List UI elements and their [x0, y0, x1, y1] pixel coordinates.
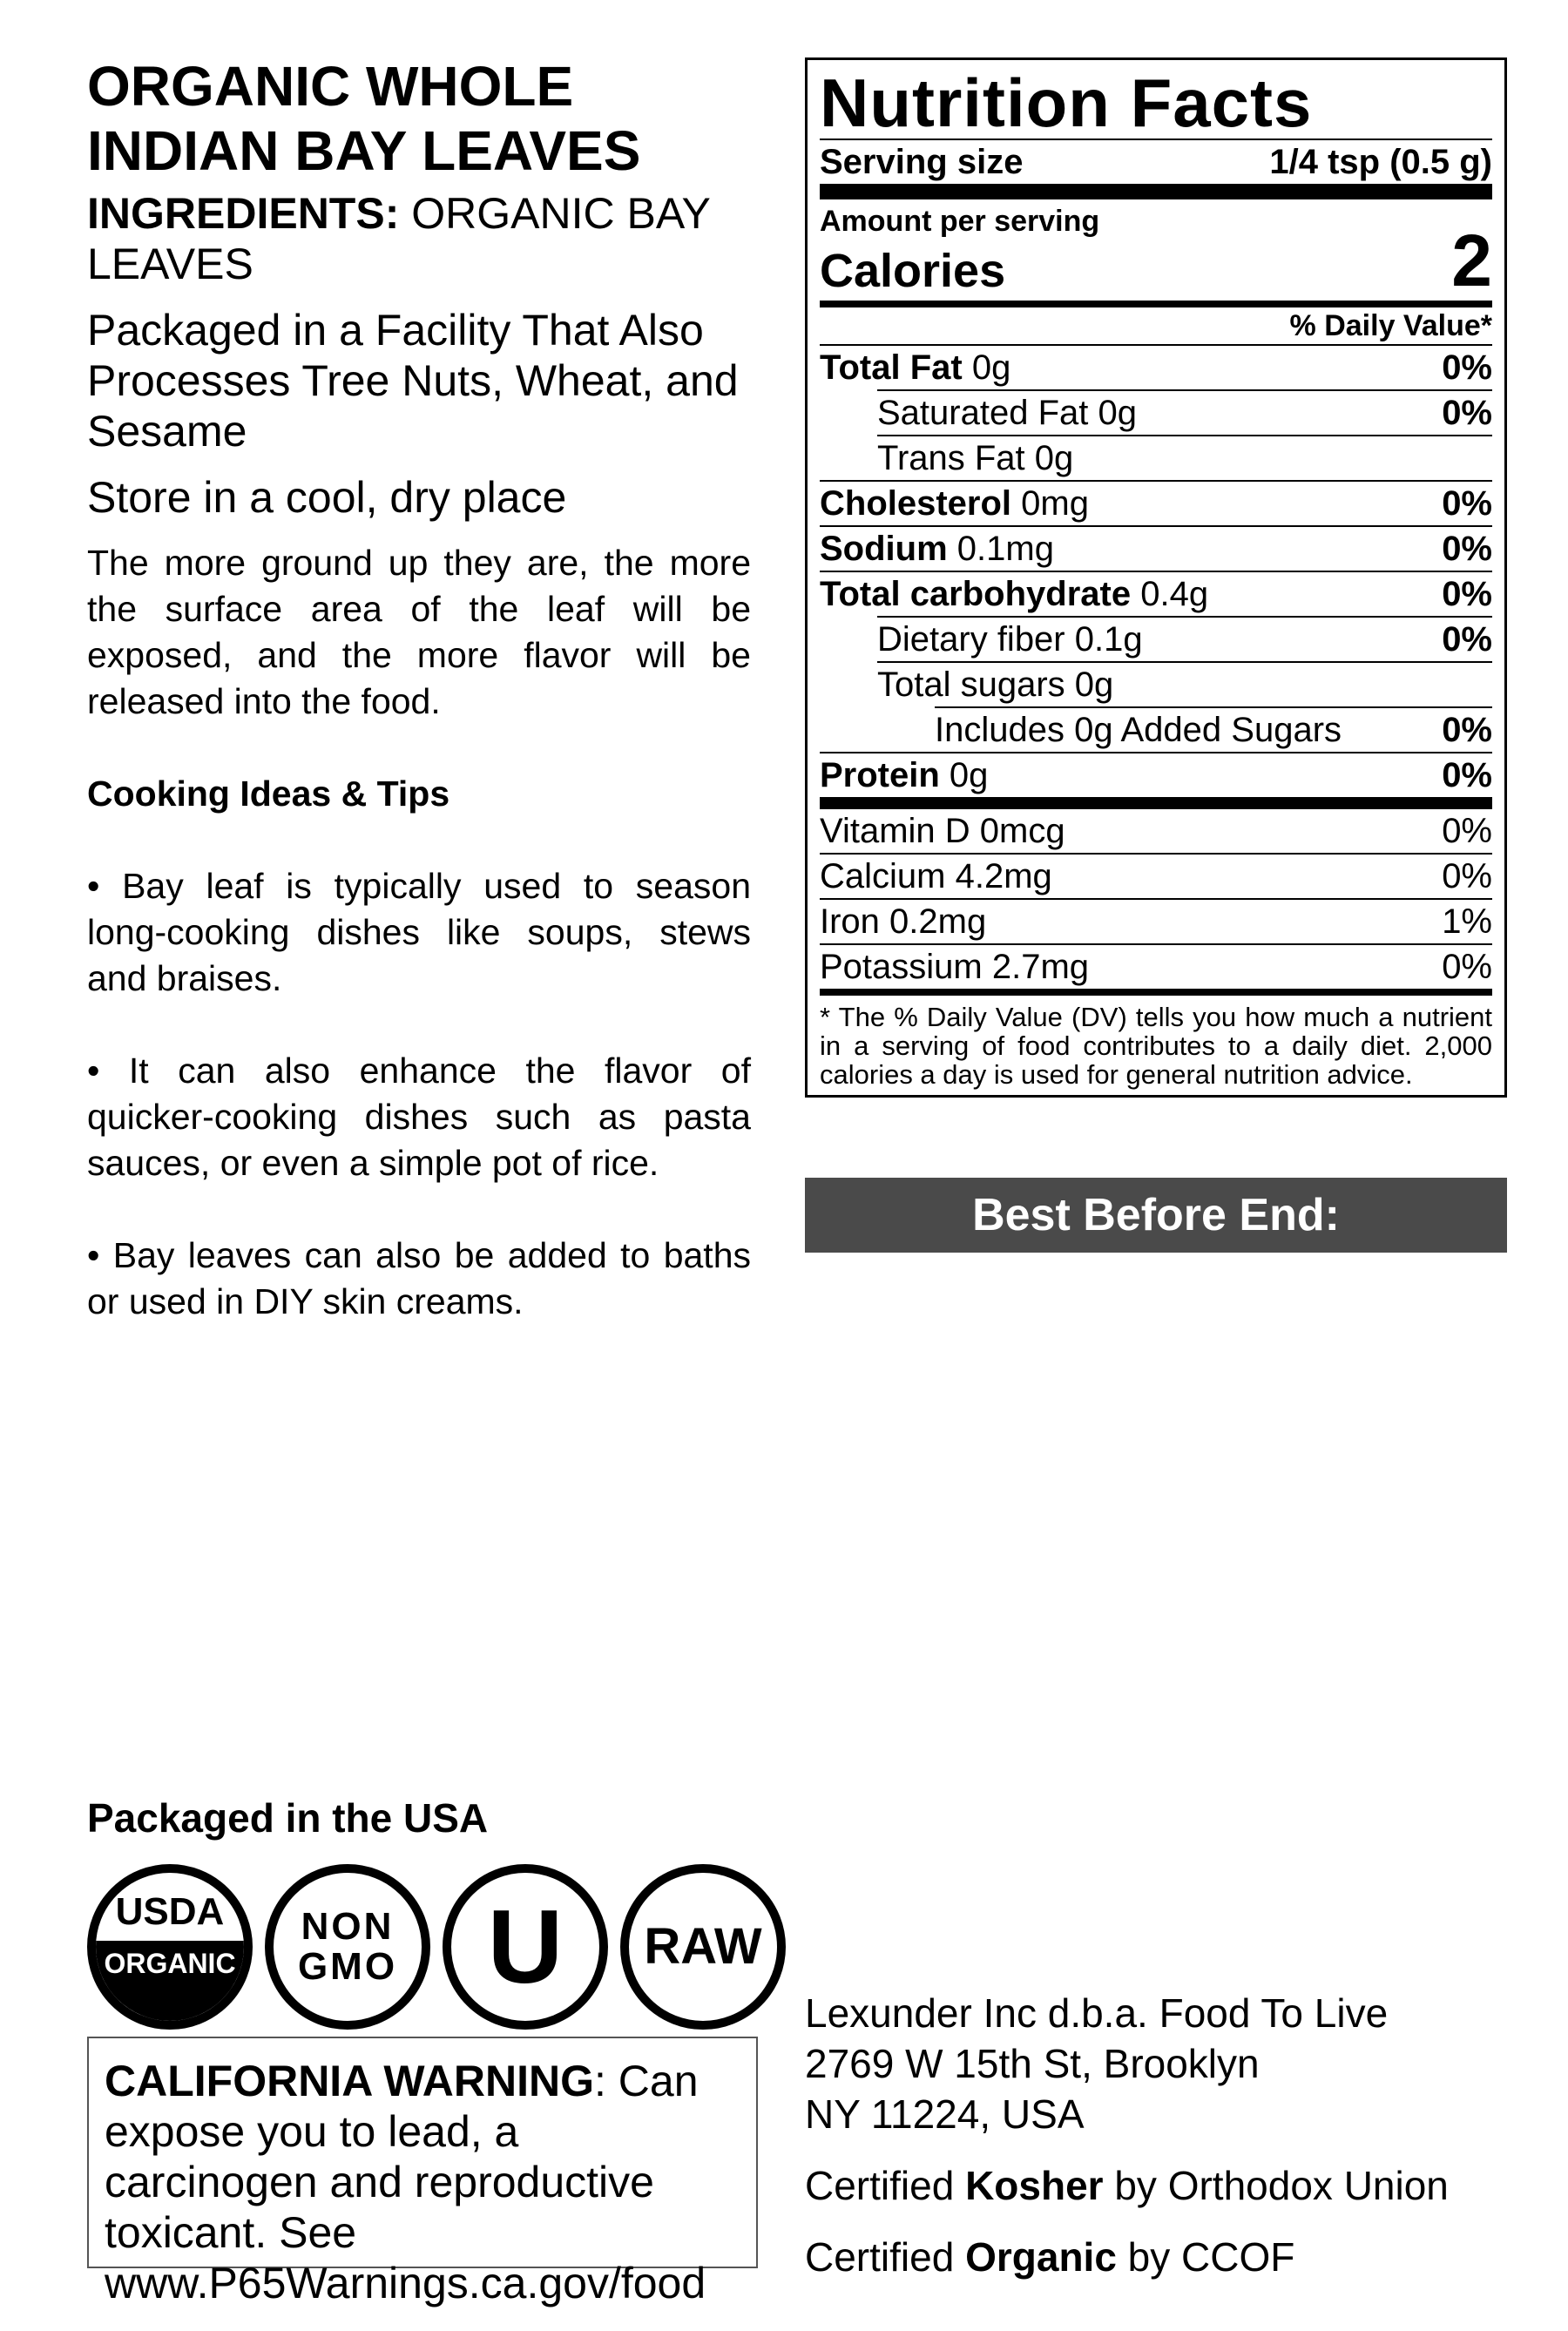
allergen-statement: Packaged in a Facility That Also Processes Tree Nuts, Wheat, and Sesame — [87, 306, 739, 456]
warning-label: CALIFORNIA WARNING — [105, 2057, 594, 2105]
california-warning — [87, 2037, 758, 2307]
nutrient-row-saturated-fat: Saturated Fat 0g 0% — [877, 394, 1492, 432]
tips-heading: Cooking Ideas & Tips — [87, 774, 450, 814]
serving-value: 1/4 tsp (0.5 g) — [1269, 143, 1492, 181]
kosher-ou-icon: U — [443, 1864, 608, 2030]
nutrient-row-cholesterol: Cholesterol 0mg 0% — [820, 484, 1492, 523]
tip-item: • It can also enhance the flavor of quicker-cooking dishes such as pasta sauces, or even a simple pot of rice. — [87, 1051, 751, 1183]
nutrient-row-total-carbohydrate: Total carbohydrate 0.4g 0% — [820, 575, 1492, 613]
product-title: ORGANIC WHOLE INDIAN BAY LEAVES — [87, 55, 641, 182]
vitamin-row-iron: Iron 0.2mg 1% — [820, 902, 1492, 941]
vitamin-row-potassium: Potassium 2.7mg 0% — [820, 948, 1492, 986]
best-before-banner: Best Before End: — [805, 1178, 1507, 1253]
serving-label: Serving size — [820, 143, 1024, 181]
ingredients-label: INGREDIENTS: — [87, 189, 400, 238]
serving-size-row — [820, 140, 1492, 184]
calories-label: Calories — [820, 245, 1006, 297]
vitamin-row-vitamin-d: Vitamin D 0mcg 0% — [820, 812, 1492, 850]
nutrient-row-total-fat: Total Fat 0g 0% — [820, 348, 1492, 387]
nutrient-row-dietary-fiber: Dietary fiber 0.1g 0% — [877, 620, 1492, 659]
amount-per-serving: Amount per serving — [820, 205, 1100, 238]
nutrition-facts-panel — [805, 57, 1507, 1098]
usda-organic-icon: USDA ORGANIC — [87, 1864, 253, 2030]
ingredients — [87, 188, 751, 289]
packaged-in-usa: Packaged in the USA — [87, 1795, 489, 1841]
nutrient-row-trans-fat: Trans Fat 0g — [877, 439, 1074, 477]
calories-value: 2 — [1451, 220, 1492, 301]
daily-value-footnote: * The % Daily Value (DV) tells you how much a nutrient in a serving of food contributes to a daily diet. 2,000 calories a day is used for general nutrition advice. — [820, 1002, 1492, 1090]
vitamin-row-calcium: Calcium 4.2mg 0% — [820, 857, 1492, 895]
storage-instructions: Store in a cool, dry place — [87, 473, 567, 522]
product-description: The more ground up they are, the more the surface area of the leaf will be exposed, and the more flavor will be released into the food. — [87, 543, 751, 721]
tip-item: • Bay leaf is typically used to season long-cooking dishes like soups, stews and braises. — [87, 866, 751, 998]
company-address: Lexunder Inc d.b.a. Food To Live 2769 W 15th St, Brooklyn NY 11224, USA — [805, 1990, 1389, 2137]
nutrient-row-protein: Protein 0g 0% — [820, 756, 1492, 794]
organic-certification: Certified Organic by CCOF — [805, 2234, 1295, 2280]
certification-badges — [87, 1864, 784, 2026]
nutrition-title: Nutrition Facts — [820, 64, 1313, 141]
kosher-certification: Certified Kosher by Orthodox Union — [805, 2163, 1449, 2208]
nutrient-row-total-sugars: Total sugars 0g — [877, 666, 1114, 704]
nutrient-row-added-sugars: Includes 0g Added Sugars 0% — [935, 711, 1492, 749]
tip-item: • Bay leaves can also be added to baths or used in DIY skin creams. — [87, 1235, 751, 1321]
nutrient-row-sodium: Sodium 0.1mg 0% — [820, 530, 1492, 568]
non-gmo-icon: NON GMO — [265, 1864, 430, 2030]
product-info — [87, 54, 751, 1325]
raw-icon: RAW — [620, 1864, 786, 2030]
ingredients-value: ORGANIC BAY LEAVES — [87, 189, 710, 288]
daily-value-header: % Daily Value* — [1289, 309, 1492, 342]
warning-text: : Can expose you to lead, a carcinogen and reproductive toxicant. See www.P65Warnings.ca.gov/food — [105, 2057, 706, 2307]
